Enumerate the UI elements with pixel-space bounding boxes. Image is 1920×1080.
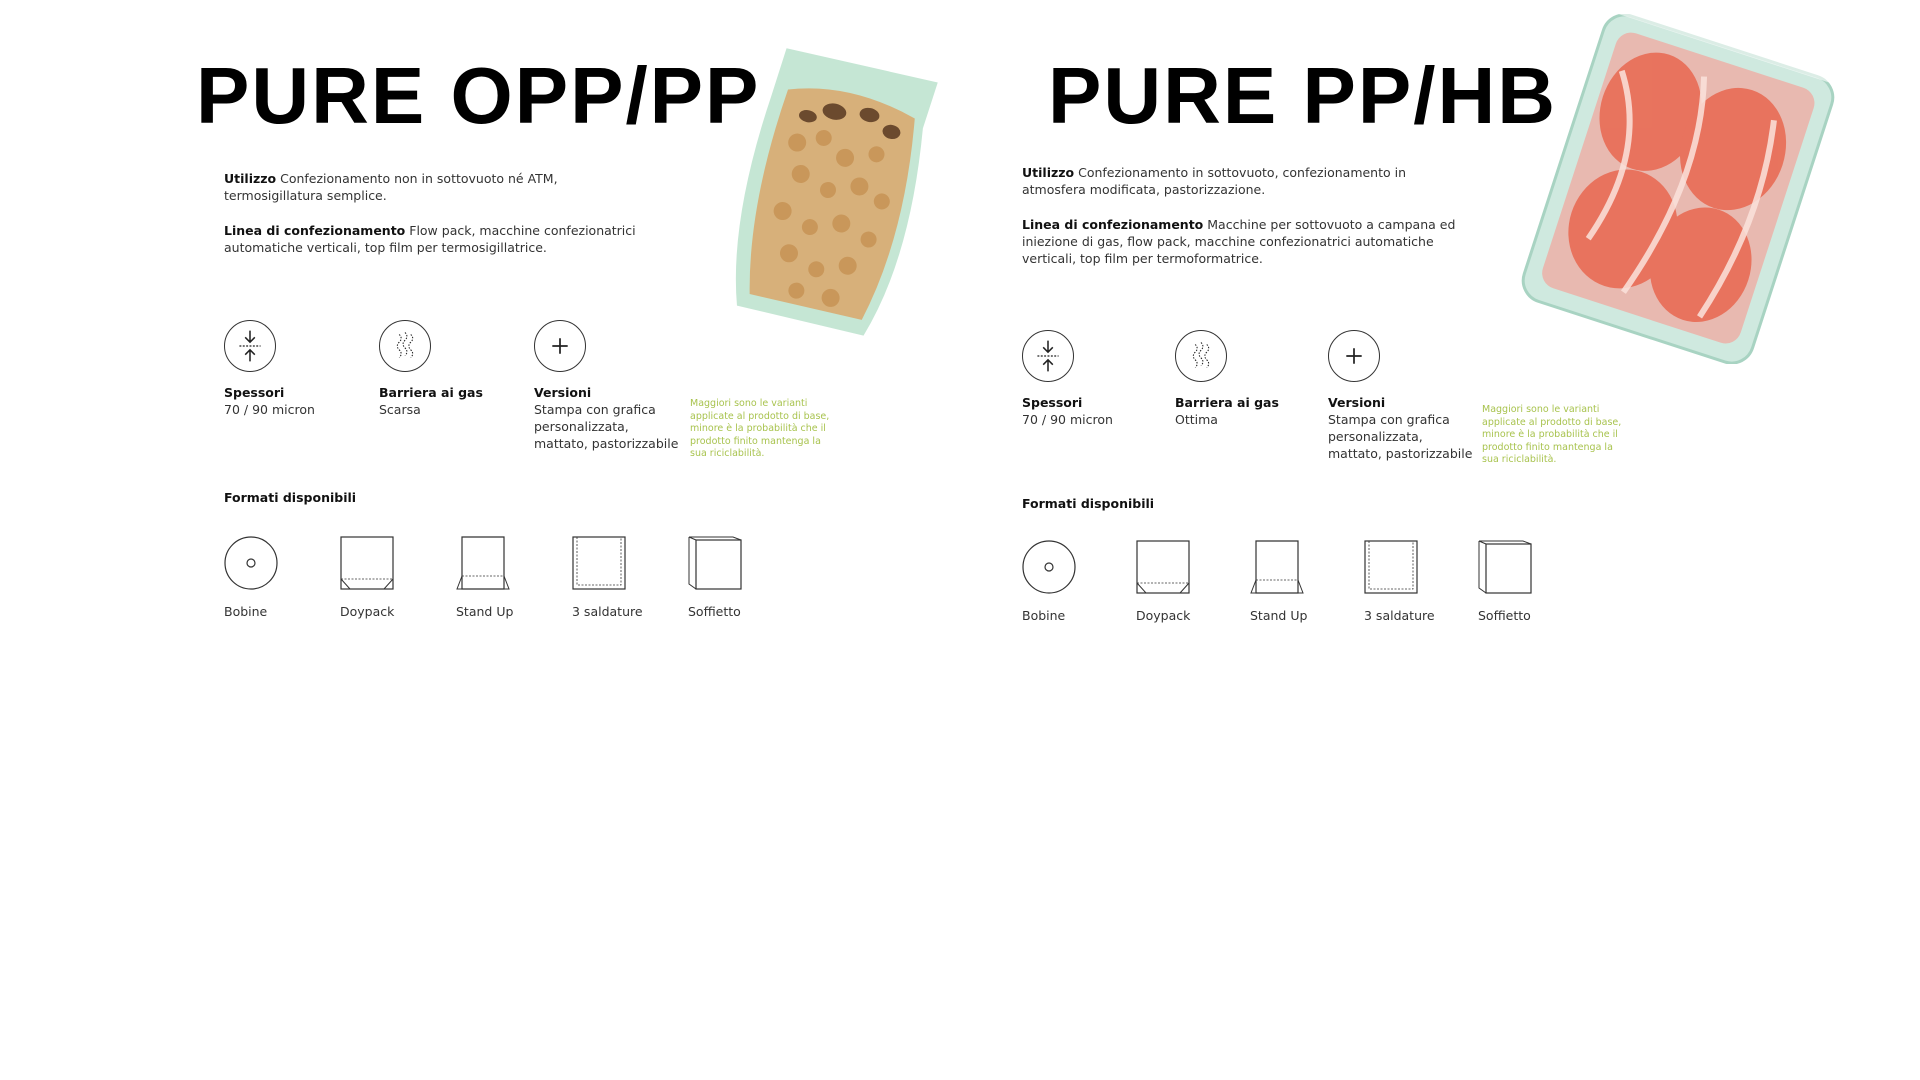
- usage-text: Confezionamento non in sottovuoto né ATM, termosigillatura semplice.: [224, 171, 558, 203]
- product-title: PURE OPP/PP: [196, 51, 761, 140]
- packaging-line-label: Linea di confezionamento: [1022, 217, 1204, 232]
- format-label: Stand Up: [456, 604, 514, 619]
- format-gusset: [1478, 540, 1588, 623]
- usage-label: Utilizzo: [1022, 165, 1075, 180]
- format-three-seal: [572, 536, 682, 619]
- format-label: Doypack: [1136, 608, 1191, 623]
- feature-value: Ottima: [1175, 412, 1218, 427]
- three-seal-icon: [1364, 540, 1418, 594]
- meat-tray-image: [1518, 14, 1838, 364]
- formats-title: Formati disponibili: [1022, 496, 1155, 511]
- format-label: Bobine: [1022, 608, 1066, 623]
- thickness-icon: [1022, 330, 1074, 382]
- reel-icon: [1022, 540, 1076, 594]
- format-label: Doypack: [340, 604, 395, 619]
- feature-name: Versioni: [1328, 395, 1386, 410]
- feature-value: 70 / 90 micron: [1022, 412, 1113, 427]
- packaging-line-text: Macchine per sottovuoto a campana ed iniezione di gas, flow pack, macchine confezionatrici automatiche verticali, top film per termoformatrice.: [1022, 217, 1456, 266]
- three-seal-icon: [572, 536, 626, 590]
- format-doypack: [340, 536, 450, 619]
- format-reel: [1022, 540, 1132, 623]
- format-three-seal: [1364, 540, 1474, 623]
- thickness-icon: [224, 320, 276, 372]
- usage-label: Utilizzo: [224, 171, 277, 186]
- doypack-icon: [340, 536, 394, 590]
- feature-versions: [534, 320, 684, 452]
- format-label: 3 saldature: [1364, 608, 1435, 623]
- reel-icon: [224, 536, 278, 590]
- usage-text: Confezionamento in sottovuoto, confezionamento in atmosfera modificata, pastorizzazione.: [1022, 165, 1407, 197]
- feature-value: Stampa con grafica personalizzata, mattato, pastorizzabile: [534, 402, 679, 451]
- packaging-line-paragraph: [1022, 216, 1462, 267]
- product-sheet-pp-hb: [960, 0, 1920, 640]
- plus-icon: [1328, 330, 1380, 382]
- packaging-line-label: Linea di confezionamento: [224, 223, 406, 238]
- description: [224, 170, 654, 274]
- feature-thickness: [1022, 330, 1172, 428]
- format-doypack: [1136, 540, 1246, 623]
- doypack-icon: [1136, 540, 1190, 594]
- recyclability-note: Maggiori sono le varianti applicate al prodotto di base, minore è la probabilità che il prodotto finito mantenga la sua riciclabilità.: [1482, 404, 1622, 465]
- packaging-line-paragraph: [224, 222, 654, 256]
- format-label: 3 saldature: [572, 604, 643, 619]
- packaging-line-text: Flow pack, macchine confezionatrici automatiche verticali, top film per termosigillatrice.: [224, 223, 636, 255]
- recyclability-note: Maggiori sono le varianti applicate al prodotto di base, minore è la probabilità che il prodotto finito mantenga la sua riciclabilità.: [690, 398, 830, 459]
- format-label: Stand Up: [1250, 608, 1308, 623]
- format-stand-up: [456, 536, 566, 619]
- feature-gas-barrier: [1175, 330, 1325, 428]
- description: [1022, 164, 1462, 285]
- format-label: Soffietto: [1478, 608, 1531, 623]
- plus-icon: [534, 320, 586, 372]
- gas-barrier-icon: [1175, 330, 1227, 382]
- formats-title: Formati disponibili: [224, 490, 357, 505]
- product-sheet-opp-pp: [0, 0, 960, 640]
- usage-paragraph: [224, 170, 654, 204]
- feature-name: Barriera ai gas: [379, 385, 483, 400]
- feature-name: Spessori: [1022, 395, 1083, 410]
- feature-name: Spessori: [224, 385, 285, 400]
- feature-versions: [1328, 330, 1478, 462]
- format-stand-up: [1250, 540, 1360, 623]
- feature-value: 70 / 90 micron: [224, 402, 315, 417]
- usage-paragraph: [1022, 164, 1462, 198]
- stand-up-icon: [456, 536, 510, 590]
- stand-up-icon: [1250, 540, 1304, 594]
- feature-gas-barrier: [379, 320, 529, 418]
- format-gusset: [688, 536, 798, 619]
- feature-value: Stampa con grafica personalizzata, mattato, pastorizzabile: [1328, 412, 1473, 461]
- feature-thickness: [224, 320, 374, 418]
- feature-value: Scarsa: [379, 402, 421, 417]
- nuts-bag-image: [718, 40, 938, 340]
- gas-barrier-icon: [379, 320, 431, 372]
- product-title: PURE PP/HB: [1048, 51, 1557, 140]
- format-label: Bobine: [224, 604, 268, 619]
- feature-name: Versioni: [534, 385, 592, 400]
- gusset-icon: [1478, 540, 1532, 594]
- format-label: Soffietto: [688, 604, 741, 619]
- format-reel: [224, 536, 334, 619]
- feature-name: Barriera ai gas: [1175, 395, 1279, 410]
- gusset-icon: [688, 536, 742, 590]
